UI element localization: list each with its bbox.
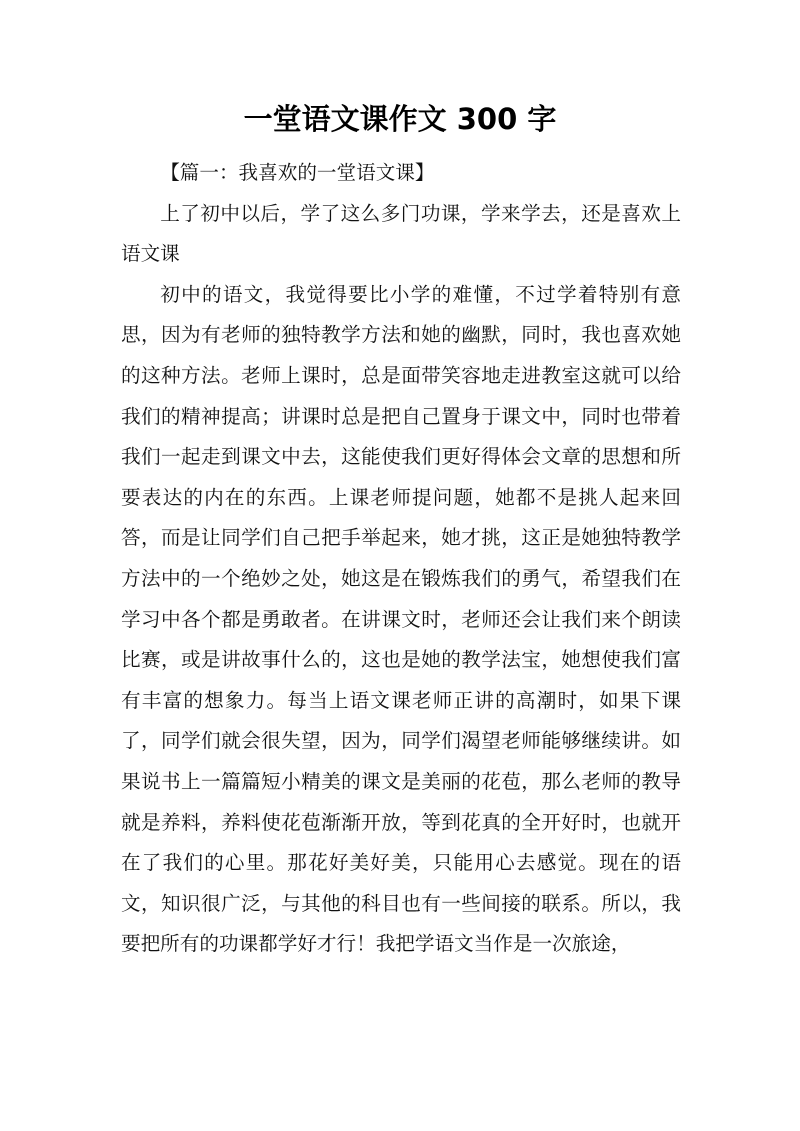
section-heading: 【篇一：我喜欢的一堂语文课】 <box>160 161 435 184</box>
document-body <box>121 153 681 965</box>
paragraph-main: 初中的语文，我觉得要比小学的难懂，不过学着特别有意思，因为有老师的独特教学方法和她的幽默，同时，我也喜欢她的这种方法。老师上课时，总是面带笑容地走进教室这就可以给我们的精神提高；讲课时总是把自己置身于课文中，同时也带着我们一起走到课文中去，这能使我们更好得体会文章的思想和所要表达的内在的东西。上课老师提问题，她都不是挑人起来回答，而是让同学们自己把手举起来，她才挑，这正是她独特教学方法中的一个绝妙之处，她这是在锻炼我们的勇气，希望我们在学习中各个都是勇敢者。在讲课文时，老师还会让我们来个朗读比赛，或是讲故事什么的，这也是她的教学法宝，她想使我们富有丰富的想象力。每当上语文课老师正讲的高潮时，如果下课了，同学们就会很失望，因为，同学们渴望老师能够继续讲。如果说书上一篇篇短小精美的课文是美丽的花苞，那么老师的教导就是养料，养料使花苞渐渐开放，等到花真的全开好时，也就开在了我们的心里。那花好美好美，只能用心去感觉。现在的语文，知识很广泛，与其他的科目也有一些间接的联系。所以，我要把所有的功课都学好才行！我把学语文当作是一次旅途， <box>121 282 681 956</box>
paragraph-intro: 上了初中以后，学了这么多门功课，学来学去，还是喜欢上语文课 <box>121 201 681 266</box>
document-title: 一堂语文课作文 300 字 <box>243 102 557 136</box>
